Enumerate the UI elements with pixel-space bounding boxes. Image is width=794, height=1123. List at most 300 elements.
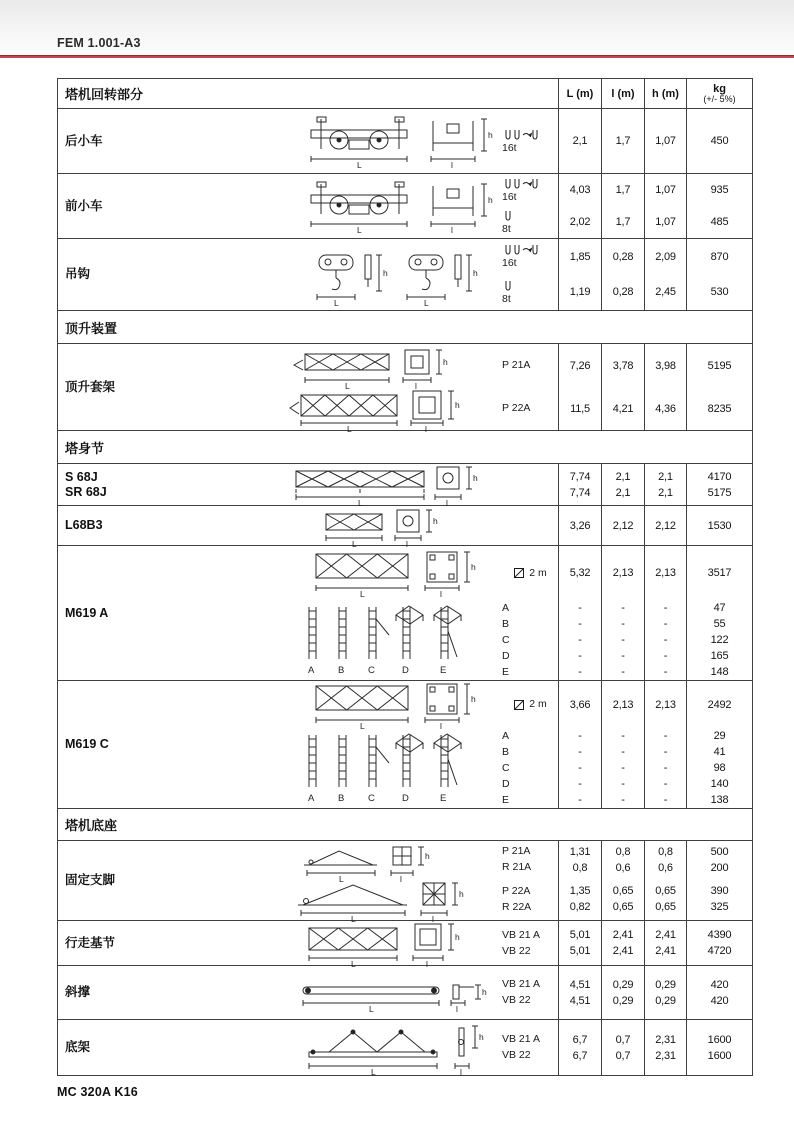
value-cell-h [644, 841, 686, 920]
row-label-line: SR 68J [65, 484, 107, 499]
row-label-line: 前小车 [65, 198, 103, 213]
value-band [645, 681, 686, 729]
value: 0,29 [612, 994, 634, 1007]
value-cell-kg [686, 841, 752, 920]
reeving-2-icon [502, 280, 516, 294]
value: 41 [713, 746, 726, 759]
band [256, 506, 558, 549]
svg-text:C: C [368, 665, 375, 677]
value-band [687, 464, 752, 505]
svg-text:l: l [400, 873, 402, 884]
svg-text:L: L [424, 297, 429, 308]
value-band [602, 239, 644, 310]
band [256, 601, 558, 680]
variant-label: 2 m [529, 566, 547, 579]
value: 29 [713, 730, 726, 743]
value: - [663, 602, 668, 615]
value-band [559, 681, 601, 729]
variant-entry [502, 844, 558, 860]
value: 1600 [707, 1049, 732, 1062]
variant-entry [502, 699, 558, 711]
svg-text:h: h [479, 1031, 484, 1042]
value-cell-l [601, 921, 644, 965]
value: 2,41 [612, 945, 634, 957]
value-cell-kg [686, 681, 752, 808]
value: - [578, 778, 582, 791]
variant-entry [502, 518, 558, 534]
variant-entry [502, 280, 558, 305]
row-label-line: M619 C [65, 737, 109, 751]
value: 2,1 [658, 486, 673, 499]
value-cell-h [644, 464, 686, 505]
variant-label: P 22A [502, 402, 531, 415]
variant-column [502, 729, 558, 808]
variant-column [502, 174, 558, 238]
value-band [602, 546, 644, 601]
value: 140 [710, 778, 729, 791]
value: 2,09 [655, 250, 676, 263]
value: - [621, 762, 625, 775]
mast-2m-icon [513, 699, 526, 711]
value: - [578, 618, 582, 631]
variant-column [502, 239, 558, 310]
value-cell-L [558, 1020, 601, 1075]
value: 4,51 [569, 994, 591, 1007]
svg-text:l: l [415, 380, 417, 391]
variant-entry [502, 129, 558, 154]
svg-text:C: C [368, 793, 375, 805]
variant-label: 16t [502, 190, 517, 203]
value-band [645, 879, 686, 920]
band [256, 681, 558, 729]
ladders-drawing [256, 729, 502, 808]
variant-label: 8t [502, 222, 511, 235]
band [256, 921, 558, 969]
value: 2,1 [658, 470, 673, 483]
variant-entry [502, 485, 558, 501]
value-cell-L [558, 344, 601, 430]
spec-table [57, 78, 753, 1076]
value-cell-l [601, 109, 644, 173]
value: 7,26 [569, 359, 591, 372]
variant-label: P 21A [502, 359, 531, 372]
value-band [559, 601, 601, 680]
band [256, 879, 558, 925]
value-band [602, 109, 644, 173]
variant-entry [502, 728, 558, 744]
variant-column [502, 506, 558, 545]
table-row [58, 239, 752, 311]
drawing-area [256, 239, 558, 310]
drawing-area [256, 841, 558, 925]
variant-entry [502, 899, 558, 915]
value-band [645, 966, 686, 1019]
value: - [663, 746, 668, 759]
section-row [58, 809, 752, 841]
value-band [687, 388, 752, 431]
band [256, 729, 558, 808]
value-cell-l [601, 506, 644, 545]
value: 138 [710, 794, 729, 807]
variant-label: VB 21 A [502, 928, 540, 941]
value: 4,51 [569, 978, 591, 991]
value-cell-h [644, 109, 686, 173]
value: - [621, 794, 625, 807]
value: 1,7 [615, 135, 631, 147]
value-cell-l [601, 174, 644, 238]
value: 4,21 [612, 402, 634, 415]
row-label-line: M619 A [65, 605, 109, 620]
value: - [621, 602, 625, 615]
value: 0,29 [655, 994, 676, 1007]
value: 2,41 [612, 929, 634, 941]
row-main-cell [58, 239, 558, 310]
value: 420 [710, 978, 729, 991]
value-cell-L [558, 546, 601, 680]
value-band [687, 879, 752, 920]
value: 5175 [707, 486, 732, 499]
svg-text:B: B [338, 793, 345, 805]
value: 1,31 [569, 845, 591, 858]
value: 8235 [707, 402, 732, 415]
value-band [687, 601, 752, 680]
svg-text:L: L [360, 720, 365, 731]
value: - [663, 618, 668, 631]
value: 148 [710, 666, 729, 679]
variant-label: D [502, 777, 510, 790]
value-band [687, 966, 752, 1019]
value: - [621, 730, 625, 743]
row-label [58, 239, 256, 310]
value: - [578, 730, 582, 743]
row-label [58, 109, 256, 173]
value-cell-kg [686, 174, 752, 238]
value-cell-L [558, 109, 601, 173]
value-band [687, 109, 752, 173]
variant-column [502, 966, 558, 1019]
value-cell-h [644, 506, 686, 545]
svg-text:h: h [443, 356, 448, 367]
variant-label: 2 m [529, 698, 547, 711]
value: 0,7 [615, 1049, 631, 1062]
value: 3,78 [612, 359, 634, 372]
table-row [58, 681, 752, 809]
value: 1,35 [569, 885, 591, 898]
row-main-cell [58, 344, 558, 434]
value-band [687, 729, 752, 808]
value: 325 [710, 901, 729, 914]
value: 3,66 [569, 698, 591, 711]
value-band [559, 344, 601, 388]
value: 0,6 [658, 861, 673, 874]
value-cell-h [644, 174, 686, 238]
value-cell-kg [686, 506, 752, 545]
fixed-leg-p22-drawing [256, 879, 502, 925]
svg-text:l: l [460, 1066, 462, 1077]
value-band [559, 1020, 601, 1075]
row-label-line: 斜撑 [65, 985, 91, 999]
value: 0,65 [655, 901, 676, 914]
value-band [645, 506, 686, 545]
drawing-area [256, 546, 558, 680]
table-title: 塔机回转部分 [65, 87, 144, 102]
svg-text:L: L [357, 160, 362, 170]
table-row [58, 921, 752, 969]
value: 2,1 [615, 486, 631, 499]
svg-text:h: h [455, 399, 460, 410]
variant-label: 8t [502, 292, 511, 305]
section-row [58, 311, 752, 344]
row-main-cell [58, 1020, 558, 1075]
value: 47 [713, 602, 726, 615]
variant-label: 16t [502, 141, 517, 154]
value: 870 [710, 250, 729, 263]
svg-text:l: l [425, 423, 427, 434]
variant-label: VB 21 A [502, 978, 540, 990]
value: 4170 [707, 470, 732, 483]
value: - [621, 778, 625, 791]
value: 1,07 [655, 216, 676, 228]
band [256, 388, 558, 434]
value-band [687, 344, 752, 388]
value-band [602, 506, 644, 545]
value-cell-kg [686, 921, 752, 965]
variant-entry [502, 1048, 558, 1064]
trolley-front-drawing [256, 174, 502, 238]
value-band [645, 841, 686, 879]
drawing-area [256, 506, 558, 549]
svg-text:L: L [351, 959, 356, 969]
value: 2492 [707, 698, 732, 711]
row-label-line: 行走基节 [65, 935, 116, 950]
row-label [58, 841, 256, 920]
value-band [602, 921, 644, 965]
value: 1,7 [615, 184, 631, 196]
row-label [58, 966, 256, 1019]
row-label [58, 464, 256, 505]
value: 2,12 [655, 519, 676, 532]
svg-text:L: L [339, 873, 344, 884]
value-cell-l [601, 841, 644, 920]
strut-drawing [256, 966, 502, 1019]
svg-text:D: D [402, 665, 409, 677]
table-row [58, 841, 752, 925]
value-cell-kg [686, 464, 752, 505]
value: 2,31 [655, 1033, 676, 1046]
variant-entry [502, 760, 558, 776]
value-band [559, 464, 601, 505]
value-cell-h [644, 344, 686, 430]
drawing-area [256, 966, 558, 1019]
svg-text:L: L [357, 225, 362, 235]
svg-text:h: h [471, 693, 476, 704]
value: 1,7 [615, 216, 631, 228]
value-band [602, 879, 644, 920]
value-cell-L [558, 506, 601, 545]
row-label-line: L68B3 [65, 518, 103, 532]
value: - [578, 666, 582, 679]
variant-entry [502, 360, 558, 371]
value-cell-h [644, 239, 686, 310]
table-row [58, 1020, 752, 1075]
row-label-line: 吊钩 [65, 267, 91, 281]
row-label [58, 344, 256, 430]
variant-entry [502, 744, 558, 760]
value: - [621, 746, 625, 759]
band [256, 1020, 558, 1075]
value: 7,74 [569, 470, 591, 483]
value: - [621, 650, 625, 663]
variant-entry [502, 776, 558, 792]
svg-text:l: l [440, 589, 442, 600]
value-cell-l [601, 344, 644, 430]
variant-column [502, 841, 558, 879]
row-label [58, 681, 256, 808]
value-cell-kg [686, 239, 752, 310]
svg-text:h: h [488, 130, 493, 140]
value-band [559, 879, 601, 920]
svg-text:h: h [473, 267, 478, 278]
value-band [645, 729, 686, 808]
value-cell-l [601, 1020, 644, 1075]
value-band [687, 841, 752, 879]
value: - [663, 794, 668, 807]
value-band [687, 174, 752, 238]
variant-column [502, 546, 558, 601]
standard-code: FEM 1.001-A3 [57, 36, 141, 50]
value: 935 [710, 184, 729, 196]
variant-entry [502, 632, 558, 648]
value-band [559, 109, 601, 173]
value: 2,13 [612, 698, 634, 711]
value-band [645, 239, 686, 310]
table-row [58, 344, 752, 434]
table-row [58, 546, 752, 681]
hook-blocks-drawing [256, 239, 502, 310]
variant-column [502, 1020, 558, 1075]
variant-label: P 22A [502, 884, 531, 897]
value: 4390 [707, 929, 732, 941]
value: - [578, 762, 582, 775]
svg-text:l: l [451, 225, 453, 235]
value-band [559, 239, 601, 310]
value: 5195 [707, 359, 732, 372]
value: 4,03 [569, 184, 591, 196]
reeving-2-icon [502, 210, 516, 224]
value: 2,45 [655, 286, 676, 299]
value-cell-kg [686, 966, 752, 1019]
travel-base-drawing [256, 921, 502, 969]
value-band [602, 344, 644, 388]
table-row [58, 506, 752, 549]
row-main-cell [58, 506, 558, 549]
value-cell-l [601, 464, 644, 505]
svg-text:L: L [347, 423, 352, 434]
variant-column [502, 681, 558, 729]
value-band [645, 601, 686, 680]
row-label-line: 顶升套架 [65, 379, 116, 394]
svg-text:l: l [451, 160, 453, 170]
mast-s68-drawing [256, 464, 502, 508]
value-cell-kg [686, 109, 752, 173]
table-body [58, 109, 752, 1075]
accent-rule [0, 55, 794, 58]
value-cell-h [644, 1020, 686, 1075]
row-label [58, 546, 256, 680]
value: 0,65 [612, 901, 634, 914]
variant-entry [502, 1032, 558, 1048]
svg-text:h: h [425, 850, 430, 861]
value-cell-kg [686, 344, 752, 430]
svg-text:D: D [402, 793, 409, 805]
value: 3,98 [655, 359, 676, 372]
value: 0,28 [612, 250, 634, 263]
variant-entry [502, 600, 558, 616]
row-main-cell [58, 464, 558, 508]
variant-entry [502, 616, 558, 632]
value: - [578, 746, 582, 759]
value: 4720 [707, 945, 732, 957]
value-band [559, 841, 601, 879]
svg-text:A: A [308, 793, 315, 805]
value-cell-kg [686, 1020, 752, 1075]
value: 3,26 [569, 519, 591, 532]
value: 11,5 [570, 402, 590, 415]
svg-text:E: E [440, 665, 447, 677]
value: 1,19 [569, 286, 591, 299]
variant-label: R 22A [502, 900, 532, 913]
variant-column [502, 344, 558, 388]
variant-label: P 21A [502, 845, 531, 858]
drawing-area [256, 464, 558, 508]
value-cell-l [601, 546, 644, 680]
ladders-drawing [256, 601, 502, 680]
value: 2,31 [655, 1049, 676, 1062]
value-band [687, 681, 752, 729]
value: 6,7 [572, 1049, 588, 1062]
row-main-cell [58, 109, 558, 173]
variant-entry [502, 943, 558, 959]
svg-text:L: L [369, 1003, 374, 1014]
variant-label: R 21A [502, 861, 532, 874]
value: 7,74 [569, 486, 591, 499]
value: - [621, 634, 625, 647]
value-band [602, 1020, 644, 1075]
value: 98 [713, 762, 726, 775]
value-cell-l [601, 681, 644, 808]
value: 0,8 [658, 845, 673, 858]
row-main-cell [58, 174, 558, 238]
kg-tolerance: (+/- 5%) [703, 93, 736, 104]
table-row [58, 174, 752, 239]
value: - [663, 634, 668, 647]
value: 0,8 [615, 845, 631, 858]
row-label-line: 固定支脚 [65, 873, 116, 887]
value-cell-h [644, 681, 686, 808]
value-band [645, 921, 686, 965]
value-band [559, 506, 601, 545]
value-cell-l [601, 239, 644, 310]
value: 530 [710, 286, 729, 299]
value-band [645, 546, 686, 601]
value: 200 [710, 861, 729, 874]
page-header-band [0, 0, 794, 55]
value: - [663, 762, 668, 775]
variant-entry [502, 977, 558, 993]
row-label [58, 506, 256, 545]
section-title: 塔机底座 [65, 818, 118, 833]
value: 6,7 [572, 1033, 588, 1046]
